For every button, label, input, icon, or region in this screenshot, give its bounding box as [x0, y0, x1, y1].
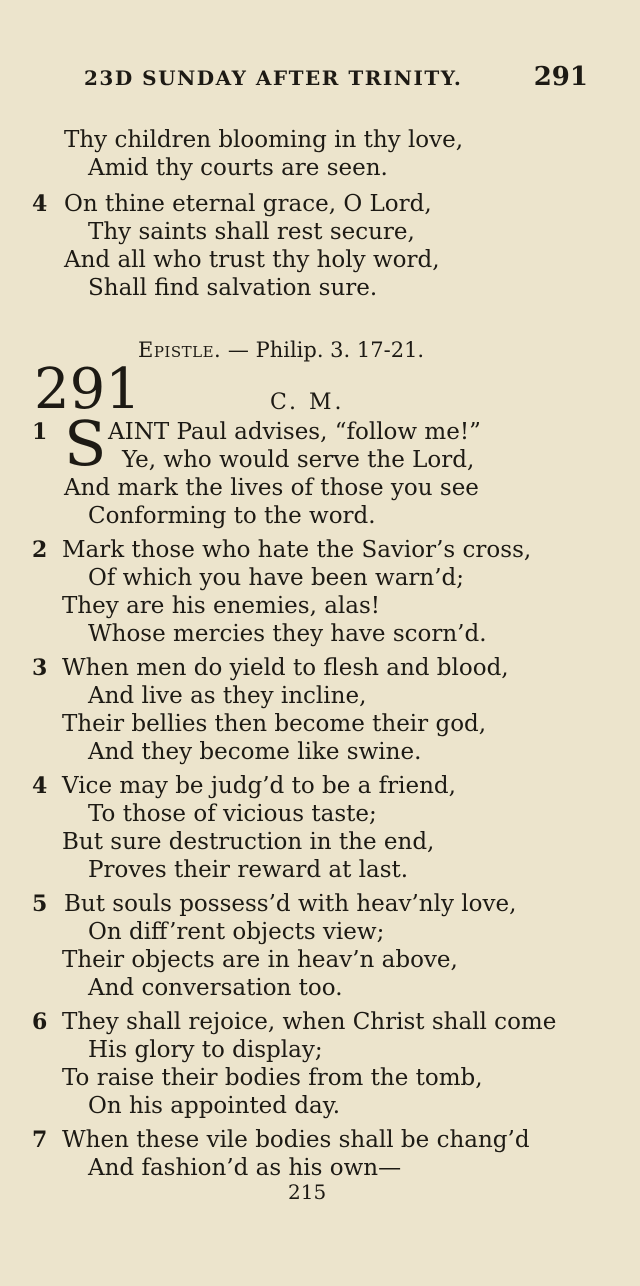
- verse-line: Their objects are in heav’n above,: [62, 947, 458, 973]
- verse-line: Ye, who would serve the Lord,: [122, 447, 475, 473]
- verse-line: Vice may be judg’d to be a friend,: [62, 773, 456, 799]
- verse-line: Mark those who hate the Savior’s cross,: [62, 537, 532, 563]
- verse-line: Thy saints shall rest secure,: [88, 219, 415, 245]
- verse-line: Their bellies then become their god,: [62, 711, 487, 737]
- stanza-number: 2: [32, 537, 48, 563]
- page-header: [84, 62, 588, 106]
- verse-line: To raise their bodies from the tomb,: [62, 1065, 483, 1091]
- verse-line: On his appointed day.: [88, 1093, 341, 1119]
- verse-line: And fashion’d as his own—: [88, 1155, 402, 1181]
- verse-line: Thy children blooming in thy love,: [64, 127, 464, 153]
- verse-line: And mark the lives of those you see: [64, 475, 479, 501]
- stanza-number: 1: [32, 419, 48, 445]
- hymn-number: 291: [34, 357, 141, 422]
- hymn-meter: C. M.: [270, 390, 345, 415]
- verse-line: On thine eternal grace, O Lord,: [64, 191, 432, 217]
- verse-line: But souls possess’d with heav’nly love,: [64, 891, 517, 917]
- running-title: 23D SUNDAY AFTER TRINITY.: [84, 66, 463, 90]
- stanza-number: 4: [32, 191, 48, 217]
- verse-line: Amid thy courts are seen.: [88, 155, 388, 181]
- verse-line: And live as they incline,: [88, 683, 367, 709]
- verse-line: And conversation too.: [88, 975, 343, 1001]
- verse-line: They are his enemies, alas!: [62, 593, 381, 619]
- verse-line: On diff’rent objects view;: [88, 919, 385, 945]
- stanza-number: 5: [32, 891, 48, 917]
- verse-line: When these vile bodies shall be chang’d: [62, 1127, 530, 1153]
- stanza-number: 6: [32, 1009, 48, 1035]
- epistle-label: Epistle.: [138, 338, 222, 362]
- verse-line: Shall find salvation sure.: [88, 275, 378, 301]
- drop-cap: S: [64, 407, 107, 480]
- epistle-heading: [138, 338, 424, 362]
- verse-line: To those of vicious taste;: [88, 801, 377, 827]
- verse-line: And they become like swine.: [88, 739, 422, 765]
- verse-line: And all who trust thy holy word,: [64, 247, 440, 273]
- verse-line: When men do yield to flesh and blood,: [62, 655, 509, 681]
- stanza-number: 4: [32, 773, 48, 799]
- stanza-number: 3: [32, 655, 48, 681]
- verse-line: Proves their reward at last.: [88, 857, 409, 883]
- verse-line: Of which you have been warn’d;: [88, 565, 465, 591]
- verse-line: His glory to display;: [88, 1037, 323, 1063]
- verse-line: AINT Paul advises, “follow me!”: [108, 419, 481, 445]
- verse-line: They shall rejoice, when Christ shall come: [62, 1009, 557, 1035]
- epistle-reference: — Philip. 3. 17-21.: [227, 338, 425, 362]
- signature-mark: 215: [288, 1180, 327, 1204]
- page-number: 291: [533, 62, 588, 92]
- verse-line: Conforming to the word.: [88, 503, 376, 529]
- stanza-number: 7: [32, 1127, 48, 1153]
- verse-line: But sure destruction in the end,: [62, 829, 435, 855]
- verse-line: Whose mercies they have scorn’d.: [88, 621, 487, 647]
